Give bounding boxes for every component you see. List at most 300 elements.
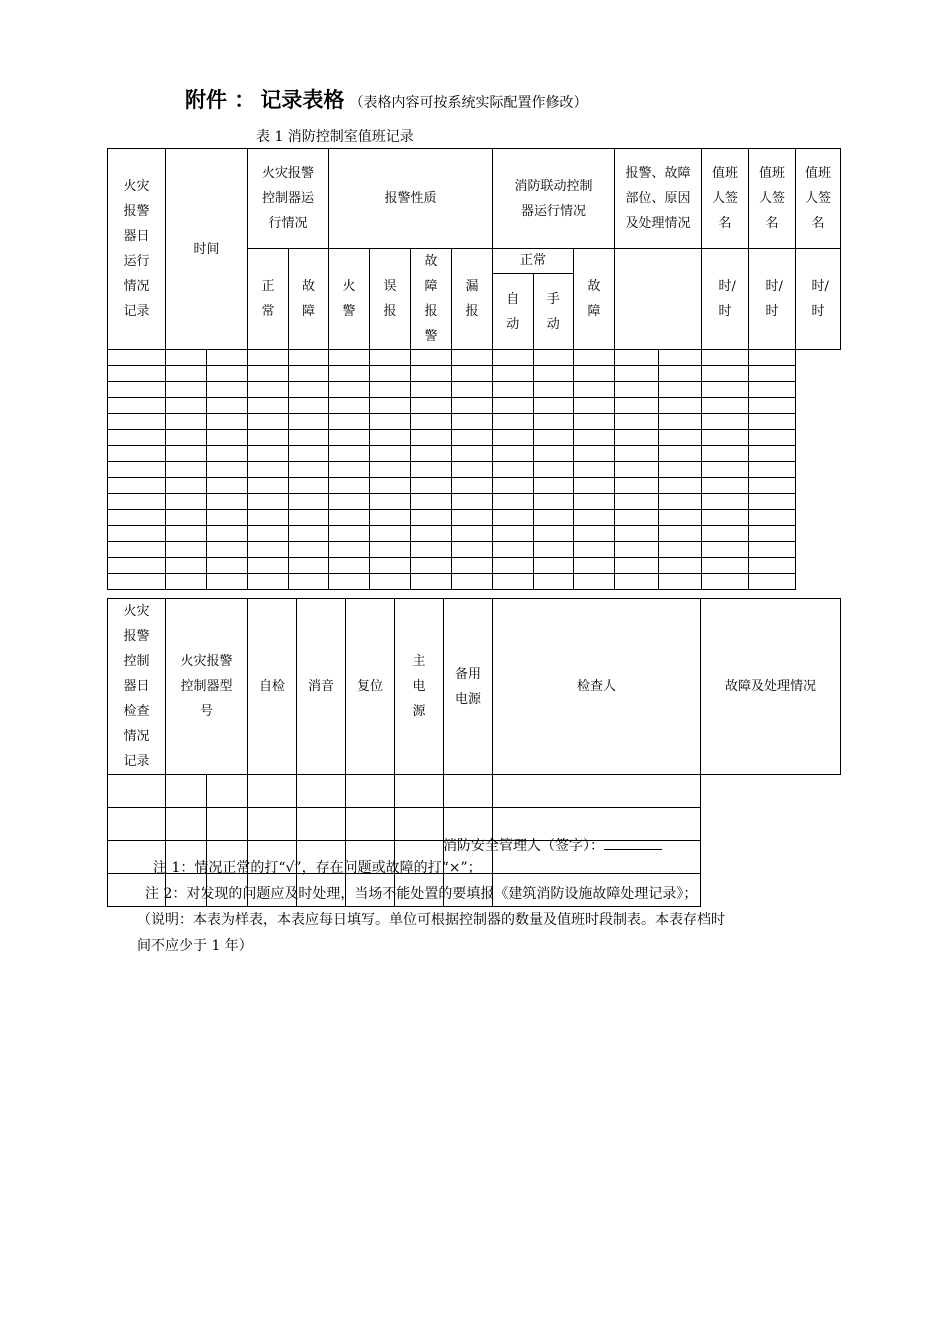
duty-log-cell[interactable] bbox=[411, 398, 452, 414]
duty-log-cell[interactable] bbox=[574, 398, 615, 414]
duty-log-cell[interactable] bbox=[289, 462, 329, 478]
duty-log-cell[interactable] bbox=[615, 414, 659, 430]
duty-log-cell[interactable] bbox=[493, 526, 534, 542]
duty-log-cell[interactable] bbox=[574, 558, 615, 574]
inspection-cell[interactable] bbox=[108, 808, 166, 841]
inspection-cell[interactable] bbox=[346, 775, 395, 808]
duty-log-cell[interactable] bbox=[659, 366, 702, 382]
duty-log-cell[interactable] bbox=[749, 414, 796, 430]
duty-log-cell[interactable] bbox=[574, 430, 615, 446]
inspection-cell[interactable] bbox=[444, 775, 493, 808]
duty-log-cell[interactable] bbox=[411, 494, 452, 510]
duty-log-cell[interactable] bbox=[166, 478, 207, 494]
duty-log-cell[interactable] bbox=[659, 494, 702, 510]
duty-log-cell[interactable] bbox=[702, 478, 749, 494]
duty-log-cell[interactable] bbox=[248, 542, 289, 558]
duty-log-cell[interactable] bbox=[493, 366, 534, 382]
duty-log-row bbox=[108, 350, 841, 366]
duty-log-cell[interactable] bbox=[574, 478, 615, 494]
duty-log-cell[interactable] bbox=[108, 478, 166, 494]
duty-log-cell[interactable] bbox=[370, 558, 411, 574]
duty-log-cell[interactable] bbox=[702, 446, 749, 462]
reset-header: 复位 bbox=[346, 599, 395, 775]
duty-log-cell[interactable] bbox=[207, 462, 248, 478]
duty-log-cell[interactable] bbox=[207, 494, 248, 510]
duty-log-cell[interactable] bbox=[166, 558, 207, 574]
duty-log-cell[interactable] bbox=[108, 398, 166, 414]
fire-alarm-header: 火警 bbox=[329, 249, 370, 350]
duty-log-cell[interactable] bbox=[615, 478, 659, 494]
duty-log-cell[interactable] bbox=[659, 398, 702, 414]
duty-log-cell[interactable] bbox=[452, 542, 493, 558]
alarm-location-header: 报警、故障部位、原因及处理情况 bbox=[615, 149, 702, 249]
duty-log-cell[interactable] bbox=[574, 414, 615, 430]
duty-log-cell[interactable] bbox=[493, 574, 534, 590]
duty-log-cell[interactable] bbox=[166, 430, 207, 446]
duty-log-row bbox=[108, 558, 841, 574]
duty-log-cell[interactable] bbox=[493, 558, 534, 574]
duty-log-cell[interactable] bbox=[702, 366, 749, 382]
duty-log-cell[interactable] bbox=[289, 574, 329, 590]
duty-log-cell[interactable] bbox=[452, 526, 493, 542]
duty-log-cell[interactable] bbox=[207, 398, 248, 414]
duty-log-cell[interactable] bbox=[411, 510, 452, 526]
duty-log-cell[interactable] bbox=[166, 542, 207, 558]
duty-log-cell[interactable] bbox=[749, 494, 796, 510]
duty-log-cell[interactable] bbox=[615, 350, 659, 366]
duty-log-cell[interactable] bbox=[329, 446, 370, 462]
duty-log-cell[interactable] bbox=[659, 510, 702, 526]
duty-log-cell[interactable] bbox=[248, 350, 289, 366]
duty-log-cell[interactable] bbox=[534, 446, 574, 462]
false-alarm-header: 误报 bbox=[370, 249, 411, 350]
duty-log-cell[interactable] bbox=[329, 542, 370, 558]
duty-log-cell[interactable] bbox=[749, 574, 796, 590]
duty-log-cell[interactable] bbox=[534, 462, 574, 478]
duty-log-cell[interactable] bbox=[248, 398, 289, 414]
duty-log-cell[interactable] bbox=[207, 542, 248, 558]
duty-log-cell[interactable] bbox=[289, 526, 329, 542]
duty-log-cell[interactable] bbox=[248, 430, 289, 446]
duty-log-cell[interactable] bbox=[534, 494, 574, 510]
duty-log-cell[interactable] bbox=[207, 558, 248, 574]
duty-log-cell[interactable] bbox=[207, 446, 248, 462]
duty-log-cell[interactable] bbox=[615, 542, 659, 558]
duty-log-cell[interactable] bbox=[329, 430, 370, 446]
main-power-header: 主电源 bbox=[395, 599, 444, 775]
duty-log-cell[interactable] bbox=[749, 430, 796, 446]
duty-log-cell[interactable] bbox=[659, 574, 702, 590]
explanation-line-2: 间不应少于 1 年） bbox=[137, 938, 253, 954]
duty-log-cell[interactable] bbox=[411, 478, 452, 494]
duty-log-cell[interactable] bbox=[370, 574, 411, 590]
duty-log-cell[interactable] bbox=[248, 478, 289, 494]
duty-log-cell[interactable] bbox=[659, 526, 702, 542]
duty-log-cell[interactable] bbox=[534, 366, 574, 382]
duty-log-cell[interactable] bbox=[289, 478, 329, 494]
duty-log-cell[interactable] bbox=[166, 510, 207, 526]
duty-log-cell[interactable] bbox=[615, 558, 659, 574]
heading-prefix: 附件 ： bbox=[185, 88, 256, 112]
duty-log-cell[interactable] bbox=[659, 478, 702, 494]
signature-line bbox=[604, 835, 662, 850]
runtime-side-label: 火灾报警器日运行情况记录 bbox=[108, 149, 166, 350]
duty-log-cell[interactable] bbox=[749, 462, 796, 478]
duty-log-cell[interactable] bbox=[329, 478, 370, 494]
duty-log-cell[interactable] bbox=[534, 574, 574, 590]
inspection-cell[interactable] bbox=[207, 808, 248, 841]
controller-normal-header: 正常 bbox=[248, 249, 289, 350]
duty-log-cell[interactable] bbox=[659, 462, 702, 478]
duty-log-cell[interactable] bbox=[411, 366, 452, 382]
duty-log-cell[interactable] bbox=[659, 446, 702, 462]
duty-log-cell[interactable] bbox=[493, 542, 534, 558]
duty-log-cell[interactable] bbox=[574, 574, 615, 590]
duty-log-cell[interactable] bbox=[289, 430, 329, 446]
duty-log-cell[interactable] bbox=[248, 574, 289, 590]
duty-log-cell[interactable] bbox=[370, 446, 411, 462]
duty-log-cell[interactable] bbox=[329, 414, 370, 430]
duty-log-cell[interactable] bbox=[702, 382, 749, 398]
duty-log-cell[interactable] bbox=[370, 398, 411, 414]
inspection-cell[interactable] bbox=[166, 808, 207, 841]
duty-log-cell[interactable] bbox=[207, 526, 248, 542]
manual-header: 手动 bbox=[546, 291, 560, 332]
duty-log-cell[interactable] bbox=[108, 494, 166, 510]
inspection-cell[interactable] bbox=[248, 775, 297, 808]
duty-log-cell[interactable] bbox=[166, 526, 207, 542]
duty-log-cell[interactable] bbox=[108, 446, 166, 462]
duty-log-cell[interactable] bbox=[615, 462, 659, 478]
fault-alarm-header: 故障报警 bbox=[411, 249, 452, 350]
duty-log-cell[interactable] bbox=[452, 414, 493, 430]
missed-alarm-header: 漏报 bbox=[452, 249, 493, 350]
duty-log-cell[interactable] bbox=[411, 462, 452, 478]
duty-log-cell[interactable] bbox=[166, 446, 207, 462]
duty-log-cell[interactable] bbox=[615, 494, 659, 510]
duty-log-cell[interactable] bbox=[659, 558, 702, 574]
duty-log-cell[interactable] bbox=[166, 350, 207, 366]
duty-log-cell[interactable] bbox=[108, 558, 166, 574]
linkage-normal-header: 正常 bbox=[493, 249, 573, 274]
duty-log-cell[interactable] bbox=[289, 350, 329, 366]
duty-log-cell[interactable] bbox=[702, 462, 749, 478]
duty-log-cell[interactable] bbox=[108, 414, 166, 430]
duty-log-cell[interactable] bbox=[615, 398, 659, 414]
duty-log-cell[interactable] bbox=[749, 558, 796, 574]
duty-log-cell[interactable] bbox=[493, 382, 534, 398]
duty-log-cell[interactable] bbox=[702, 574, 749, 590]
duty-log-cell[interactable] bbox=[207, 382, 248, 398]
note-2: 注 2：对发现的问题应及时处理，当场不能处置的要填报《建筑消防设施故障处理记录》； bbox=[145, 886, 698, 902]
duty-log-cell[interactable] bbox=[329, 558, 370, 574]
duty-log-cell[interactable] bbox=[329, 366, 370, 382]
duty-log-cell[interactable] bbox=[574, 366, 615, 382]
duty-log-cell[interactable] bbox=[702, 510, 749, 526]
duty-log-cell[interactable] bbox=[702, 398, 749, 414]
duty-log-cell[interactable] bbox=[329, 382, 370, 398]
duty-log-cell[interactable] bbox=[534, 382, 574, 398]
duty-log-cell[interactable] bbox=[749, 366, 796, 382]
duty-log-cell[interactable] bbox=[659, 414, 702, 430]
duty-log-cell[interactable] bbox=[452, 382, 493, 398]
inspection-cell[interactable] bbox=[346, 808, 395, 841]
duty-log-cell[interactable] bbox=[370, 414, 411, 430]
duty-log-cell[interactable] bbox=[108, 350, 166, 366]
duty-log-cell[interactable] bbox=[493, 414, 534, 430]
duty-log-cell[interactable] bbox=[702, 494, 749, 510]
duty-log-cell[interactable] bbox=[749, 510, 796, 526]
duty-log-cell[interactable] bbox=[574, 494, 615, 510]
duty-log-cell[interactable] bbox=[659, 350, 702, 366]
duty-log-cell[interactable] bbox=[749, 542, 796, 558]
duty-log-cell[interactable] bbox=[493, 446, 534, 462]
duty-log-cell[interactable] bbox=[329, 494, 370, 510]
inspection-cell[interactable] bbox=[207, 775, 248, 808]
duty-log-cell[interactable] bbox=[702, 350, 749, 366]
duty-log-cell[interactable] bbox=[493, 430, 534, 446]
duty-log-cell[interactable] bbox=[534, 526, 574, 542]
duty-log-cell[interactable] bbox=[370, 494, 411, 510]
duty-log-row bbox=[108, 542, 841, 558]
duty-log-table bbox=[107, 148, 841, 590]
duty-log-cell[interactable] bbox=[370, 478, 411, 494]
duty-log-cell[interactable] bbox=[289, 382, 329, 398]
duty-sign-header-1: 值班人签名 bbox=[702, 149, 749, 249]
duty-log-cell[interactable] bbox=[615, 526, 659, 542]
duty-log-cell[interactable] bbox=[329, 510, 370, 526]
duty-log-row bbox=[108, 430, 841, 446]
duty-log-cell[interactable] bbox=[108, 462, 166, 478]
duty-log-cell[interactable] bbox=[248, 446, 289, 462]
duty-sign-header-3: 值班人签名 bbox=[796, 149, 841, 249]
note-1: 注 1：情况正常的打“√”，存在问题或故障的打“×”； bbox=[153, 860, 482, 876]
duty-log-cell[interactable] bbox=[411, 382, 452, 398]
duty-log-cell[interactable] bbox=[207, 574, 248, 590]
duty-log-cell[interactable] bbox=[329, 574, 370, 590]
duty-log-cell[interactable] bbox=[574, 382, 615, 398]
duty-log-cell[interactable] bbox=[289, 446, 329, 462]
duty-log-row bbox=[108, 446, 841, 462]
duty-log-cell[interactable] bbox=[452, 558, 493, 574]
duty-log-row bbox=[108, 462, 841, 478]
duty-log-cell[interactable] bbox=[574, 462, 615, 478]
duty-log-cell[interactable] bbox=[493, 350, 534, 366]
duty-log-cell[interactable] bbox=[329, 462, 370, 478]
duty-log-cell[interactable] bbox=[534, 430, 574, 446]
duty-log-cell[interactable] bbox=[166, 398, 207, 414]
duty-log-cell[interactable] bbox=[370, 510, 411, 526]
duty-log-cell[interactable] bbox=[574, 526, 615, 542]
duty-log-cell[interactable] bbox=[534, 510, 574, 526]
duty-log-cell[interactable] bbox=[749, 350, 796, 366]
duty-log-cell[interactable] bbox=[207, 350, 248, 366]
duty-log-cell[interactable] bbox=[108, 574, 166, 590]
inspection-cell[interactable] bbox=[395, 808, 444, 841]
duty-log-cell[interactable] bbox=[749, 398, 796, 414]
duty-log-cell[interactable] bbox=[248, 526, 289, 542]
inspection-cell[interactable] bbox=[395, 775, 444, 808]
explanation-line-1: （说明：本表为样表，本表应每日填写。单位可根据控制器的数量及值班时段制表。本表存档时 bbox=[137, 912, 725, 928]
duty-log-cell[interactable] bbox=[207, 478, 248, 494]
time-header: 时间 bbox=[166, 149, 248, 350]
linkage-normal-group bbox=[493, 249, 574, 350]
duty-log-cell[interactable] bbox=[329, 398, 370, 414]
inspector-header: 检查人 bbox=[493, 599, 701, 775]
duty-log-row bbox=[108, 366, 841, 382]
model-header: 火灾报警控制器型号 bbox=[166, 599, 248, 775]
duty-log-cell[interactable] bbox=[749, 478, 796, 494]
duty-log-cell[interactable] bbox=[108, 430, 166, 446]
duty-log-cell[interactable] bbox=[370, 366, 411, 382]
duty-log-cell[interactable] bbox=[452, 350, 493, 366]
duty-log-cell[interactable] bbox=[534, 350, 574, 366]
duty-log-cell[interactable] bbox=[166, 494, 207, 510]
duty-log-cell[interactable] bbox=[166, 366, 207, 382]
duty-log-cell[interactable] bbox=[166, 574, 207, 590]
duty-log-cell[interactable] bbox=[289, 414, 329, 430]
duty-log-cell[interactable] bbox=[493, 462, 534, 478]
inspection-cell[interactable] bbox=[297, 808, 346, 841]
duty-log-cell[interactable] bbox=[370, 462, 411, 478]
duty-log-cell[interactable] bbox=[166, 462, 207, 478]
duty-log-cell[interactable] bbox=[289, 510, 329, 526]
duty-log-cell[interactable] bbox=[493, 478, 534, 494]
duty-log-cell[interactable] bbox=[452, 510, 493, 526]
duty-log-cell[interactable] bbox=[289, 366, 329, 382]
duty-log-cell[interactable] bbox=[615, 382, 659, 398]
duty-log-cell[interactable] bbox=[108, 542, 166, 558]
duty-log-cell[interactable] bbox=[329, 350, 370, 366]
duty-log-cell[interactable] bbox=[702, 558, 749, 574]
duty-log-cell[interactable] bbox=[370, 542, 411, 558]
duty-log-cell[interactable] bbox=[166, 382, 207, 398]
duty-log-cell[interactable] bbox=[534, 542, 574, 558]
inspection-cell[interactable] bbox=[248, 808, 297, 841]
duty-log-cell[interactable] bbox=[659, 430, 702, 446]
duty-log-cell[interactable] bbox=[207, 366, 248, 382]
alarm-nature-header: 报警性质 bbox=[329, 149, 493, 249]
duty-log-cell[interactable] bbox=[411, 414, 452, 430]
manager-signature: 消防安全管理人（签字）： bbox=[443, 835, 662, 856]
duty-log-cell[interactable] bbox=[493, 398, 534, 414]
duty-log-cell[interactable] bbox=[452, 478, 493, 494]
linkage-fault-header: 故障 bbox=[574, 249, 615, 350]
duty-log-cell[interactable] bbox=[411, 574, 452, 590]
duty-log-cell[interactable] bbox=[248, 558, 289, 574]
duty-log-cell[interactable] bbox=[108, 366, 166, 382]
duty-log-cell[interactable] bbox=[749, 446, 796, 462]
inspection-cell[interactable] bbox=[297, 775, 346, 808]
duty-log-cell[interactable] bbox=[574, 350, 615, 366]
duty-log-cell[interactable] bbox=[207, 510, 248, 526]
duty-log-cell[interactable] bbox=[248, 414, 289, 430]
duty-log-cell[interactable] bbox=[452, 574, 493, 590]
duty-log-cell[interactable] bbox=[659, 382, 702, 398]
duty-log-cell[interactable] bbox=[370, 526, 411, 542]
duty-log-cell[interactable] bbox=[452, 446, 493, 462]
duty-log-cell[interactable] bbox=[574, 542, 615, 558]
duty-log-cell[interactable] bbox=[370, 430, 411, 446]
duty-log-cell[interactable] bbox=[329, 526, 370, 542]
duty-log-cell[interactable] bbox=[702, 526, 749, 542]
duty-log-cell[interactable] bbox=[534, 478, 574, 494]
duty-log-cell[interactable] bbox=[749, 382, 796, 398]
duty-log-row bbox=[108, 478, 841, 494]
duty-log-cell[interactable] bbox=[411, 446, 452, 462]
duty-log-cell[interactable] bbox=[452, 462, 493, 478]
duty-log-cell[interactable] bbox=[411, 350, 452, 366]
time-range-header-3: 时/时 bbox=[796, 249, 841, 350]
heading-note: （表格内容可按系统实际配置作修改） bbox=[349, 95, 588, 111]
duty-log-cell[interactable] bbox=[289, 542, 329, 558]
inspection-cell[interactable] bbox=[108, 775, 166, 808]
duty-log-cell[interactable] bbox=[574, 446, 615, 462]
linkage-status-header: 消防联动控制器运行情况 bbox=[493, 149, 615, 249]
duty-log-cell[interactable] bbox=[615, 366, 659, 382]
duty-log-cell[interactable] bbox=[452, 494, 493, 510]
duty-log-cell[interactable] bbox=[207, 414, 248, 430]
duty-log-cell[interactable] bbox=[615, 574, 659, 590]
duty-log-cell[interactable] bbox=[534, 558, 574, 574]
duty-log-cell[interactable] bbox=[248, 366, 289, 382]
inspection-cell[interactable] bbox=[166, 775, 207, 808]
duty-log-cell[interactable] bbox=[452, 398, 493, 414]
duty-log-cell[interactable] bbox=[659, 542, 702, 558]
duty-log-row bbox=[108, 414, 841, 430]
duty-log-cell[interactable] bbox=[248, 462, 289, 478]
duty-log-row bbox=[108, 398, 841, 414]
duty-log-row bbox=[108, 526, 841, 542]
duty-log-cell[interactable] bbox=[615, 510, 659, 526]
duty-log-cell[interactable] bbox=[289, 398, 329, 414]
duty-log-cell[interactable] bbox=[615, 430, 659, 446]
duty-log-cell[interactable] bbox=[108, 382, 166, 398]
duty-log-cell[interactable] bbox=[534, 398, 574, 414]
duty-log-cell[interactable] bbox=[702, 414, 749, 430]
duty-log-cell[interactable] bbox=[411, 430, 452, 446]
duty-log-cell[interactable] bbox=[411, 542, 452, 558]
duty-log-cell[interactable] bbox=[615, 446, 659, 462]
duty-log-cell[interactable] bbox=[702, 430, 749, 446]
duty-log-cell[interactable] bbox=[574, 510, 615, 526]
duty-log-cell[interactable] bbox=[452, 430, 493, 446]
duty-log-cell[interactable] bbox=[749, 526, 796, 542]
duty-log-cell[interactable] bbox=[166, 414, 207, 430]
inspection-row bbox=[108, 775, 841, 808]
duty-log-cell[interactable] bbox=[207, 430, 248, 446]
duty-log-cell[interactable] bbox=[702, 542, 749, 558]
duty-log-cell[interactable] bbox=[108, 510, 166, 526]
duty-log-cell[interactable] bbox=[248, 382, 289, 398]
duty-log-row bbox=[108, 510, 841, 526]
duty-log-cell[interactable] bbox=[108, 526, 166, 542]
duty-log-cell[interactable] bbox=[248, 494, 289, 510]
inspection-cell[interactable] bbox=[493, 775, 701, 808]
duty-log-cell[interactable] bbox=[493, 510, 534, 526]
duty-log-cell[interactable] bbox=[534, 414, 574, 430]
duty-log-cell[interactable] bbox=[289, 558, 329, 574]
duty-log-cell[interactable] bbox=[289, 494, 329, 510]
duty-log-cell[interactable] bbox=[370, 350, 411, 366]
duty-log-cell[interactable] bbox=[411, 558, 452, 574]
duty-log-cell[interactable] bbox=[452, 366, 493, 382]
duty-log-cell[interactable] bbox=[370, 382, 411, 398]
page-heading bbox=[185, 84, 588, 114]
duty-log-cell[interactable] bbox=[411, 526, 452, 542]
duty-log-cell[interactable] bbox=[248, 510, 289, 526]
duty-log-cell[interactable] bbox=[493, 494, 534, 510]
